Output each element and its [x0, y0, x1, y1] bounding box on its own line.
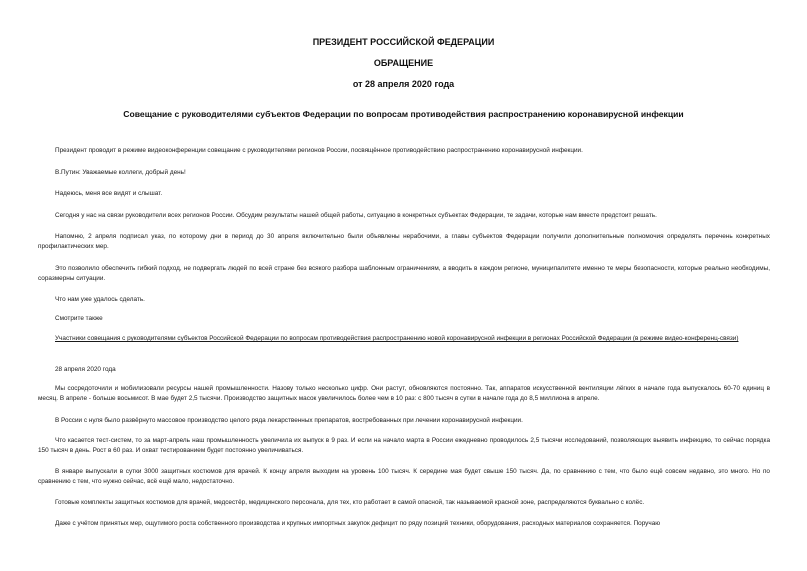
- issuer-heading: ПРЕЗИДЕНТ РОССИЙСКОЙ ФЕДЕРАЦИИ: [312, 37, 495, 47]
- document-type-heading: ОБРАЩЕНИЕ: [373, 58, 434, 68]
- document-date-heading: от 28 апреля 2020 года: [352, 79, 455, 89]
- speech-paragraph: Что нам уже удалось сделать.: [55, 296, 145, 303]
- document-topic: Совещание с руководителями субъектов Федерации по вопросам противодействия распространению коронавирусной инфекции: [123, 109, 684, 119]
- speech-paragraph: Это позволило обеспечить гибкий подход, не подвергать людей по всей стране без всякого разбора шаблонным ограничениям, а вводить в каждом регионе, муниципалитете именно те меры безопасности, которые реально необходимы, соразмерны ситуации.: [38, 265, 770, 282]
- speech-paragraph: Мы сосредоточили и мобилизовали ресурсы нашей промышленности. Назову только несколько цифр. Они растут, обновляются постоянно. Так, аппаратов искусственной вентиляции лёгких в начале года выпускалось 60-70 единиц в месяц. В апреле - больше восьмисот. В мае будет 2,5 тысячи. Производство защитных масок увеличилось более чем в 10 раз: с 800 тысяч в сутки в начале года до 8,5 миллиона в апреле.: [38, 385, 770, 402]
- speech-paragraph: Напомню, 2 апреля подписал указ, по которому дни в период до 30 апреля включительно были объявлены нерабочими, а главы субъектов Федерации получили дополнительные полномочия определять перечень конкретных профилактических мер.: [38, 233, 770, 250]
- speech-paragraph: Что касается тест-систем, то за март-апрель наш промышленность увеличила их выпуск в 9 раз. И если на начало марта в России ежедневно проводилось 2,5 тысячи исследований, позволяющих выявить инфекцию, то сейчас порядка 150 тысяч в день. Рост в 60 раз. И охват тестированием будет постоянно увеличиваться.: [38, 437, 770, 454]
- speech-paragraph: Даже с учётом принятых мер, ощутимого роста собственного производства и крупных импортных закупок дефицит по ряду позиций техники, оборудования, расходных материалов сохраняется. Поручаю: [55, 520, 661, 527]
- related-link-text[interactable]: Участники совещания с руководителями субъектов Российской Федерации по вопросам противодействия распространению новой коронавирусной инфекции в регионах Российской Федерации (в режиме видео-конференц-связи): [55, 335, 739, 342]
- related-link-date: 28 апреля 2020 года: [55, 366, 116, 373]
- intro-paragraph: Президент проводит в режиме видеоконференции совещание с руководителями регионов России, посвящённое противодействию распространению коронавирусной инфекции.: [55, 147, 583, 154]
- speech-paragraph: Готовые комплекты защитных костюмов для врачей, медсестёр, медицинского персонала, для тех, кто работает в самой опасной, так называемой красной зоне, распределяются буквально с колёс.: [55, 499, 645, 506]
- speech-paragraph: В.Путин: Уважаемые коллеги, добрый день!: [55, 169, 186, 176]
- speech-paragraph: В январе выпускали в сутки 3000 защитных костюмов для врачей. К концу апреля выходим на уровень 100 тысяч. К середине мая будет свыше 150 тысяч. Да, по сравнению с тем, что было ещё совсем недавно, это много. Но по сравнению с тем, что нужно сейчас, всё ещё мало, недостаточно.: [38, 468, 770, 485]
- related-link[interactable]: [38, 334, 770, 344]
- speech-paragraph: Сегодня у нас на связи руководители всех регионов России. Обсудим результаты нашей общей работы, ситуацию в конкретных субъектах Федерации, те задачи, которые нам вместе предстоит решать.: [55, 212, 657, 219]
- speech-paragraph: Надеюсь, меня все видят и слышат.: [55, 190, 163, 197]
- speech-paragraph: В России с нуля было развёрнуто массовое производство целого ряда лекарственных препаратов, востребованных при лечении коронавирусной инфекции.: [55, 417, 523, 424]
- see-also-label: Смотрите также: [55, 315, 103, 322]
